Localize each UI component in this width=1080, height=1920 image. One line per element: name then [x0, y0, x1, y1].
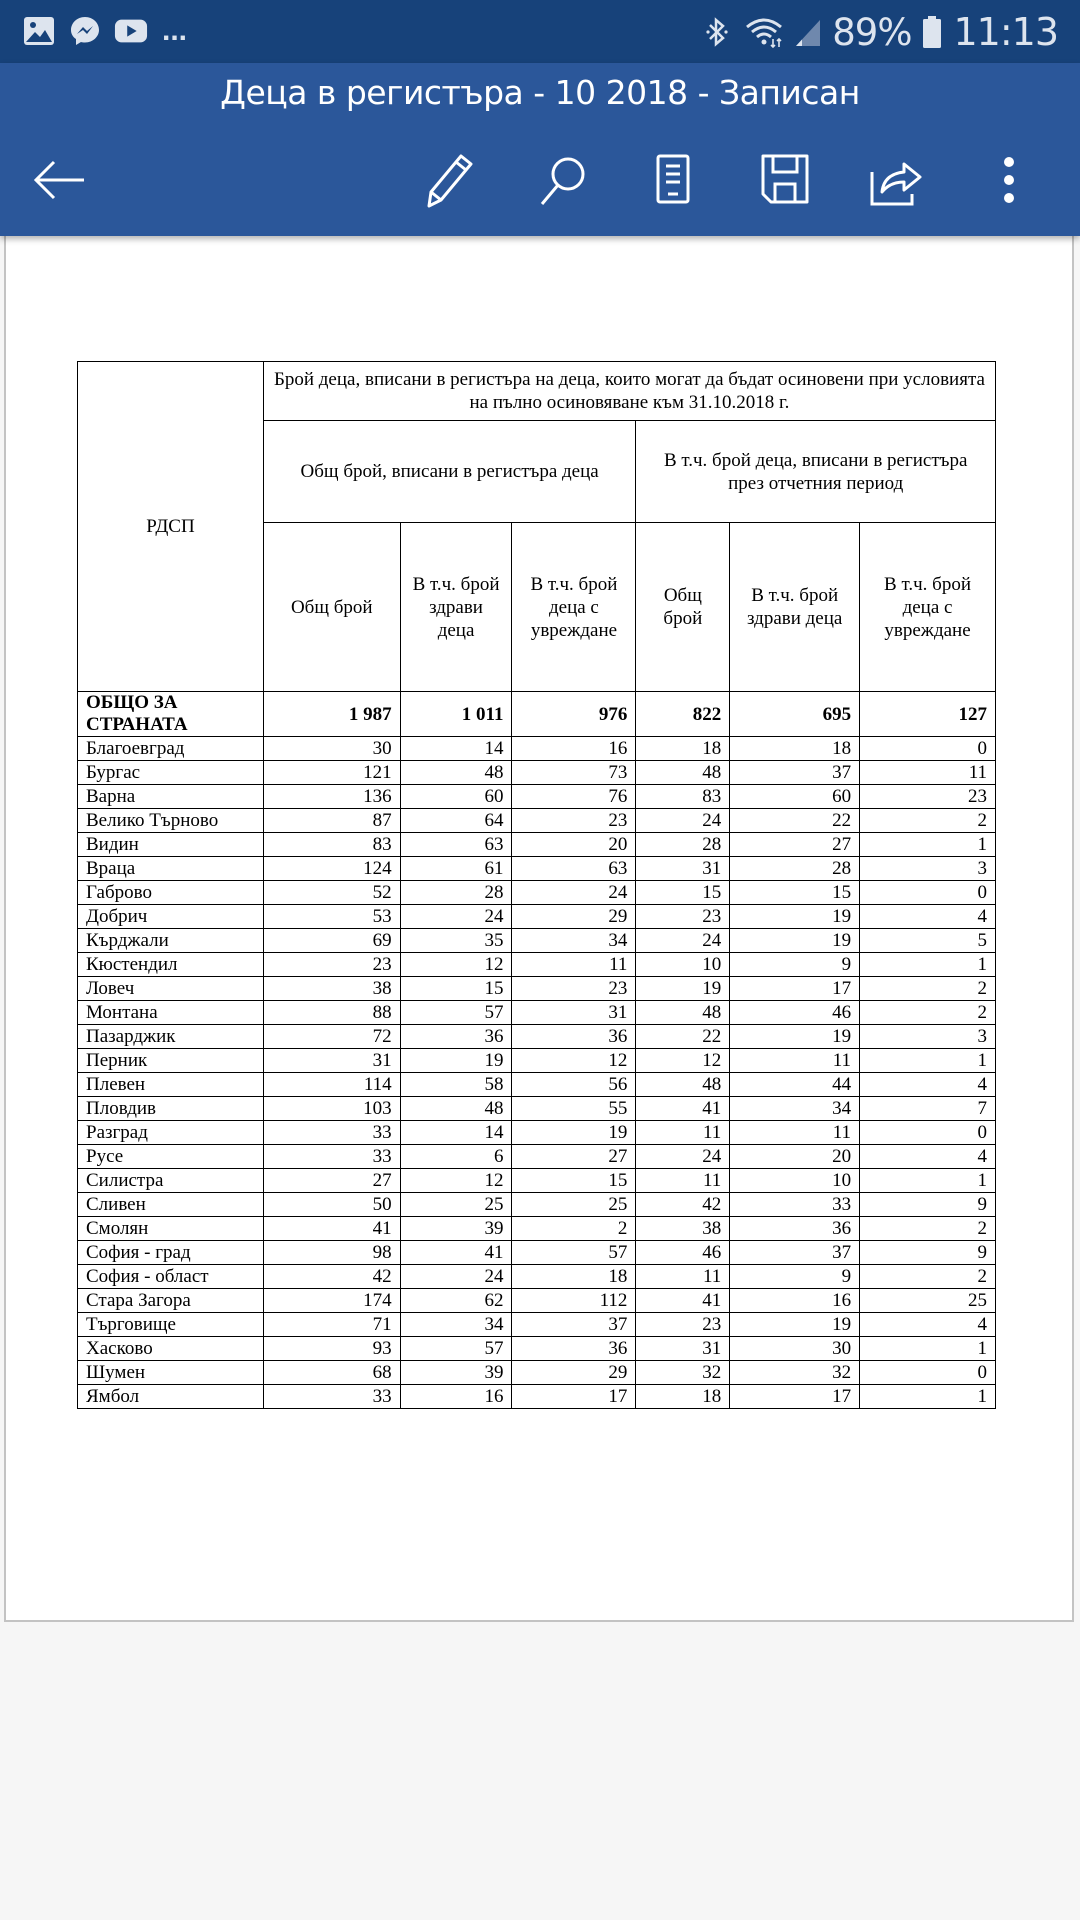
table-cell: 11	[730, 1049, 860, 1073]
table-cell: 2	[860, 809, 996, 833]
total-label: ОБЩО ЗА СТРАНАТА	[78, 692, 264, 737]
table-cell: 18	[730, 737, 860, 761]
table-cell: 33	[263, 1121, 400, 1145]
table-cell: 16	[512, 737, 636, 761]
table-row	[78, 1025, 996, 1049]
table-cell: 12	[636, 1049, 730, 1073]
table-cell: 121	[263, 761, 400, 785]
table-cell: 22	[636, 1025, 730, 1049]
table-row	[78, 809, 996, 833]
table-cell: 52	[263, 881, 400, 905]
table-cell: 23	[860, 785, 996, 809]
table-cell: 4	[860, 1313, 996, 1337]
region-name: Монтана	[78, 1001, 264, 1025]
table-cell: 19	[636, 977, 730, 1001]
table-cell: 0	[860, 737, 996, 761]
group-header-total: Общ брой, вписани в регистъра деца	[263, 421, 636, 523]
table-cell: 12	[400, 1169, 512, 1193]
reading-view-button[interactable]	[641, 148, 705, 212]
table-cell: 16	[400, 1385, 512, 1409]
region-name: Стара Загора	[78, 1289, 264, 1313]
system-status	[700, 10, 1058, 54]
table-cell: 2	[860, 1217, 996, 1241]
region-name: Разград	[78, 1121, 264, 1145]
table-cell: 33	[730, 1193, 860, 1217]
region-name: Добрич	[78, 905, 264, 929]
table-row	[78, 905, 996, 929]
table-cell: 1 011	[400, 692, 512, 737]
table-row	[78, 1289, 996, 1313]
table-cell: 124	[263, 857, 400, 881]
table-cell: 42	[263, 1265, 400, 1289]
table-cell: 48	[400, 1097, 512, 1121]
table-row	[78, 1193, 996, 1217]
table-cell: 56	[512, 1073, 636, 1097]
table-cell: 19	[400, 1049, 512, 1073]
table-cell: 1 987	[263, 692, 400, 737]
messenger-icon	[68, 14, 102, 48]
table-cell: 695	[730, 692, 860, 737]
table-cell: 41	[636, 1097, 730, 1121]
table-cell: 1	[860, 953, 996, 977]
table-cell: 41	[400, 1241, 512, 1265]
table-cell: 58	[400, 1073, 512, 1097]
table-cell: 31	[636, 857, 730, 881]
table-cell: 20	[730, 1145, 860, 1169]
table-cell: 88	[263, 1001, 400, 1025]
region-name: Плевен	[78, 1073, 264, 1097]
table-cell: 53	[263, 905, 400, 929]
table-cell: 6	[400, 1145, 512, 1169]
table-cell: 5	[860, 929, 996, 953]
table-cell: 31	[512, 1001, 636, 1025]
table-cell: 14	[400, 1121, 512, 1145]
table-cell: 48	[636, 761, 730, 785]
table-cell: 69	[263, 929, 400, 953]
table-cell: 10	[636, 953, 730, 977]
table-cell: 30	[263, 737, 400, 761]
table-cell: 61	[400, 857, 512, 881]
more-options-icon	[999, 152, 1019, 208]
table-cell: 18	[512, 1265, 636, 1289]
table-cell: 55	[512, 1097, 636, 1121]
table-cell: 1	[860, 1337, 996, 1361]
back-arrow-icon	[32, 156, 88, 204]
table-cell: 3	[860, 857, 996, 881]
table-cell: 73	[512, 761, 636, 785]
table-cell: 11	[512, 953, 636, 977]
table-cell: 28	[400, 881, 512, 905]
region-name: Враца	[78, 857, 264, 881]
table-cell: 68	[263, 1361, 400, 1385]
region-name: Варна	[78, 785, 264, 809]
table-cell: 41	[636, 1289, 730, 1313]
table-cell: 127	[860, 692, 996, 737]
table-cell: 0	[860, 881, 996, 905]
column-header: Общ брой	[636, 523, 730, 692]
document-title: Деца в регистъра - 10 2018 - Записан	[220, 73, 860, 112]
table-cell: 976	[512, 692, 636, 737]
table-cell: 822	[636, 692, 730, 737]
table-row	[78, 1385, 996, 1409]
table-cell: 34	[400, 1313, 512, 1337]
column-header: В т.ч. брой деца с увреждане	[512, 523, 636, 692]
youtube-icon	[114, 14, 148, 48]
column-header: В т.ч. брой деца с увреждане	[860, 523, 996, 692]
table-cell: 71	[263, 1313, 400, 1337]
table-cell: 112	[512, 1289, 636, 1313]
column-header: В т.ч. брой здрави деца	[400, 523, 512, 692]
notification-icons	[22, 14, 187, 48]
column-header: Общ брой	[263, 523, 400, 692]
table-cell: 24	[636, 929, 730, 953]
table-cell: 48	[400, 761, 512, 785]
edit-pencil-icon	[421, 152, 477, 208]
table-cell: 30	[730, 1337, 860, 1361]
table-cell: 29	[512, 905, 636, 929]
table-cell: 20	[512, 833, 636, 857]
region-name: Перник	[78, 1049, 264, 1073]
region-name: Ловеч	[78, 977, 264, 1001]
table-cell: 24	[636, 1145, 730, 1169]
table-cell: 36	[512, 1337, 636, 1361]
total-row	[78, 692, 996, 737]
table-cell: 9	[860, 1193, 996, 1217]
more-notifications-indicator: ...	[162, 14, 188, 47]
table-cell: 12	[512, 1049, 636, 1073]
table-cell: 57	[400, 1337, 512, 1361]
table-row	[78, 1241, 996, 1265]
app-bar	[0, 63, 1080, 236]
table-cell: 2	[512, 1217, 636, 1241]
table-cell: 25	[400, 1193, 512, 1217]
status-bar	[0, 0, 1080, 63]
table-cell: 19	[730, 929, 860, 953]
table-row	[78, 785, 996, 809]
table-cell: 23	[512, 977, 636, 1001]
table-row	[78, 1265, 996, 1289]
table-cell: 34	[512, 929, 636, 953]
table-cell: 2	[860, 977, 996, 1001]
table-row	[78, 1121, 996, 1145]
region-name: Ямбол	[78, 1385, 264, 1409]
table-cell: 57	[400, 1001, 512, 1025]
table-cell: 23	[512, 809, 636, 833]
table-cell: 1	[860, 1385, 996, 1409]
table-cell: 60	[730, 785, 860, 809]
table-cell: 60	[400, 785, 512, 809]
table-cell: 27	[730, 833, 860, 857]
table-cell: 27	[512, 1145, 636, 1169]
table-cell: 27	[263, 1169, 400, 1193]
region-name: Габрово	[78, 881, 264, 905]
table-cell: 23	[636, 1313, 730, 1337]
table-cell: 24	[400, 905, 512, 929]
save-button[interactable]	[753, 148, 817, 212]
region-name: Сливен	[78, 1193, 264, 1217]
table-cell: 32	[636, 1361, 730, 1385]
more-options-button[interactable]	[977, 148, 1041, 212]
table-cell: 36	[400, 1025, 512, 1049]
table-row	[78, 761, 996, 785]
table-cell: 29	[512, 1361, 636, 1385]
table-cell: 15	[730, 881, 860, 905]
save-icon	[759, 152, 811, 208]
table-cell: 50	[263, 1193, 400, 1217]
table-main-title: Брой деца, вписани в регистъра на деца, които могат да бъдат осиновени при условията на пълно осиновяване към 31.10.2018 г.	[263, 362, 995, 421]
region-name: Шумен	[78, 1361, 264, 1385]
table-row	[78, 1097, 996, 1121]
table-cell: 63	[512, 857, 636, 881]
region-name: София - област	[78, 1265, 264, 1289]
table-cell: 103	[263, 1097, 400, 1121]
table-cell: 3	[860, 1025, 996, 1049]
table-cell: 15	[512, 1169, 636, 1193]
table-cell: 33	[263, 1385, 400, 1409]
region-name: Кюстендил	[78, 953, 264, 977]
edit-button[interactable]	[417, 148, 481, 212]
table-cell: 18	[636, 1385, 730, 1409]
table-cell: 48	[636, 1001, 730, 1025]
table-cell: 34	[730, 1097, 860, 1121]
region-name: София - град	[78, 1241, 264, 1265]
region-name: Силистра	[78, 1169, 264, 1193]
table-cell: 174	[263, 1289, 400, 1313]
table-cell: 1	[860, 1049, 996, 1073]
table-cell: 37	[730, 761, 860, 785]
signal-icon	[794, 15, 822, 49]
table-row	[78, 977, 996, 1001]
table-cell: 25	[512, 1193, 636, 1217]
region-name: Търговище	[78, 1313, 264, 1337]
table-row	[78, 1001, 996, 1025]
table-cell: 1	[860, 833, 996, 857]
table-cell: 9	[730, 953, 860, 977]
region-name: Русе	[78, 1145, 264, 1169]
table-cell: 38	[263, 977, 400, 1001]
table-row	[78, 1337, 996, 1361]
table-cell: 44	[730, 1073, 860, 1097]
table-cell: 11	[636, 1169, 730, 1193]
table-row	[78, 737, 996, 761]
table-cell: 19	[730, 1313, 860, 1337]
table-cell: 7	[860, 1097, 996, 1121]
table-row	[78, 1049, 996, 1073]
table-cell: 19	[730, 1025, 860, 1049]
table-cell: 23	[263, 953, 400, 977]
table-cell: 83	[263, 833, 400, 857]
table-row	[78, 1313, 996, 1337]
table-row	[78, 1145, 996, 1169]
table-cell: 24	[400, 1265, 512, 1289]
registry-table	[77, 361, 996, 1409]
region-name: Благоевград	[78, 737, 264, 761]
region-name: Велико Търново	[78, 809, 264, 833]
row-header-rdsp: РДСП	[78, 362, 264, 692]
table-row	[78, 833, 996, 857]
table-cell: 25	[860, 1289, 996, 1313]
table-cell: 12	[400, 953, 512, 977]
region-name: Бургас	[78, 761, 264, 785]
table-cell: 19	[512, 1121, 636, 1145]
share-button[interactable]	[864, 148, 928, 212]
table-cell: 39	[400, 1217, 512, 1241]
table-cell: 136	[263, 785, 400, 809]
table-cell: 38	[636, 1217, 730, 1241]
table-cell: 42	[636, 1193, 730, 1217]
table-cell: 41	[263, 1217, 400, 1241]
table-cell: 83	[636, 785, 730, 809]
table-cell: 11	[636, 1265, 730, 1289]
region-name: Пазарджик	[78, 1025, 264, 1049]
table-cell: 10	[730, 1169, 860, 1193]
clock: 11:13	[953, 10, 1058, 54]
table-cell: 62	[400, 1289, 512, 1313]
table-cell: 17	[730, 1385, 860, 1409]
table-cell: 36	[730, 1217, 860, 1241]
table-cell: 39	[400, 1361, 512, 1385]
table-cell: 18	[636, 737, 730, 761]
column-header: В т.ч. брой здрави деца	[730, 523, 860, 692]
table-cell: 28	[730, 857, 860, 881]
table-cell: 31	[263, 1049, 400, 1073]
table-cell: 37	[730, 1241, 860, 1265]
table-cell: 23	[636, 905, 730, 929]
table-cell: 72	[263, 1025, 400, 1049]
search-button[interactable]	[530, 148, 594, 212]
table-cell: 63	[400, 833, 512, 857]
table-cell: 0	[860, 1121, 996, 1145]
table-cell: 9	[730, 1265, 860, 1289]
region-name: Смолян	[78, 1217, 264, 1241]
table-cell: 15	[400, 977, 512, 1001]
table-cell: 4	[860, 1073, 996, 1097]
table-cell: 14	[400, 737, 512, 761]
table-cell: 48	[636, 1073, 730, 1097]
table-cell: 9	[860, 1241, 996, 1265]
table-row	[78, 1361, 996, 1385]
table-cell: 2	[860, 1265, 996, 1289]
wifi-icon	[744, 15, 784, 49]
table-row	[78, 1073, 996, 1097]
table-row	[78, 929, 996, 953]
table-cell: 1	[860, 1169, 996, 1193]
table-cell: 98	[263, 1241, 400, 1265]
table-cell: 22	[730, 809, 860, 833]
table-cell: 11	[860, 761, 996, 785]
table-cell: 28	[636, 833, 730, 857]
table-cell: 32	[730, 1361, 860, 1385]
table-cell: 33	[263, 1145, 400, 1169]
table-row	[78, 953, 996, 977]
region-name: Видин	[78, 833, 264, 857]
table-cell: 35	[400, 929, 512, 953]
table-cell: 46	[636, 1241, 730, 1265]
table-row	[78, 1217, 996, 1241]
table-cell: 24	[636, 809, 730, 833]
region-name: Кърджали	[78, 929, 264, 953]
table-cell: 11	[636, 1121, 730, 1145]
table-cell: 17	[512, 1385, 636, 1409]
table-cell: 57	[512, 1241, 636, 1265]
table-cell: 0	[860, 1361, 996, 1385]
table-row	[78, 1169, 996, 1193]
battery-percentage: 89%	[832, 10, 912, 54]
table-cell: 114	[263, 1073, 400, 1097]
table-cell: 16	[730, 1289, 860, 1313]
table-cell: 2	[860, 1001, 996, 1025]
table-cell: 93	[263, 1337, 400, 1361]
gallery-icon	[22, 14, 56, 48]
back-button[interactable]	[28, 148, 92, 212]
table-row	[78, 857, 996, 881]
search-icon	[534, 152, 590, 208]
table-cell: 17	[730, 977, 860, 1001]
reading-view-icon	[653, 152, 693, 208]
group-header-period: В т.ч. брой деца, вписани в регистъра през отчетния период	[636, 421, 996, 523]
battery-icon	[921, 15, 943, 49]
table-cell: 64	[400, 809, 512, 833]
region-name: Пловдив	[78, 1097, 264, 1121]
table-cell: 11	[730, 1121, 860, 1145]
bluetooth-icon	[700, 15, 734, 49]
table-cell: 24	[512, 881, 636, 905]
region-name: Хасково	[78, 1337, 264, 1361]
table-cell: 19	[730, 905, 860, 929]
table-cell: 36	[512, 1025, 636, 1049]
table-cell: 87	[263, 809, 400, 833]
table-cell: 46	[730, 1001, 860, 1025]
share-icon	[868, 152, 924, 208]
table-cell: 76	[512, 785, 636, 809]
table-cell: 4	[860, 1145, 996, 1169]
table-cell: 15	[636, 881, 730, 905]
table-row	[78, 881, 996, 905]
table-cell: 4	[860, 905, 996, 929]
table-cell: 31	[636, 1337, 730, 1361]
table-cell: 37	[512, 1313, 636, 1337]
